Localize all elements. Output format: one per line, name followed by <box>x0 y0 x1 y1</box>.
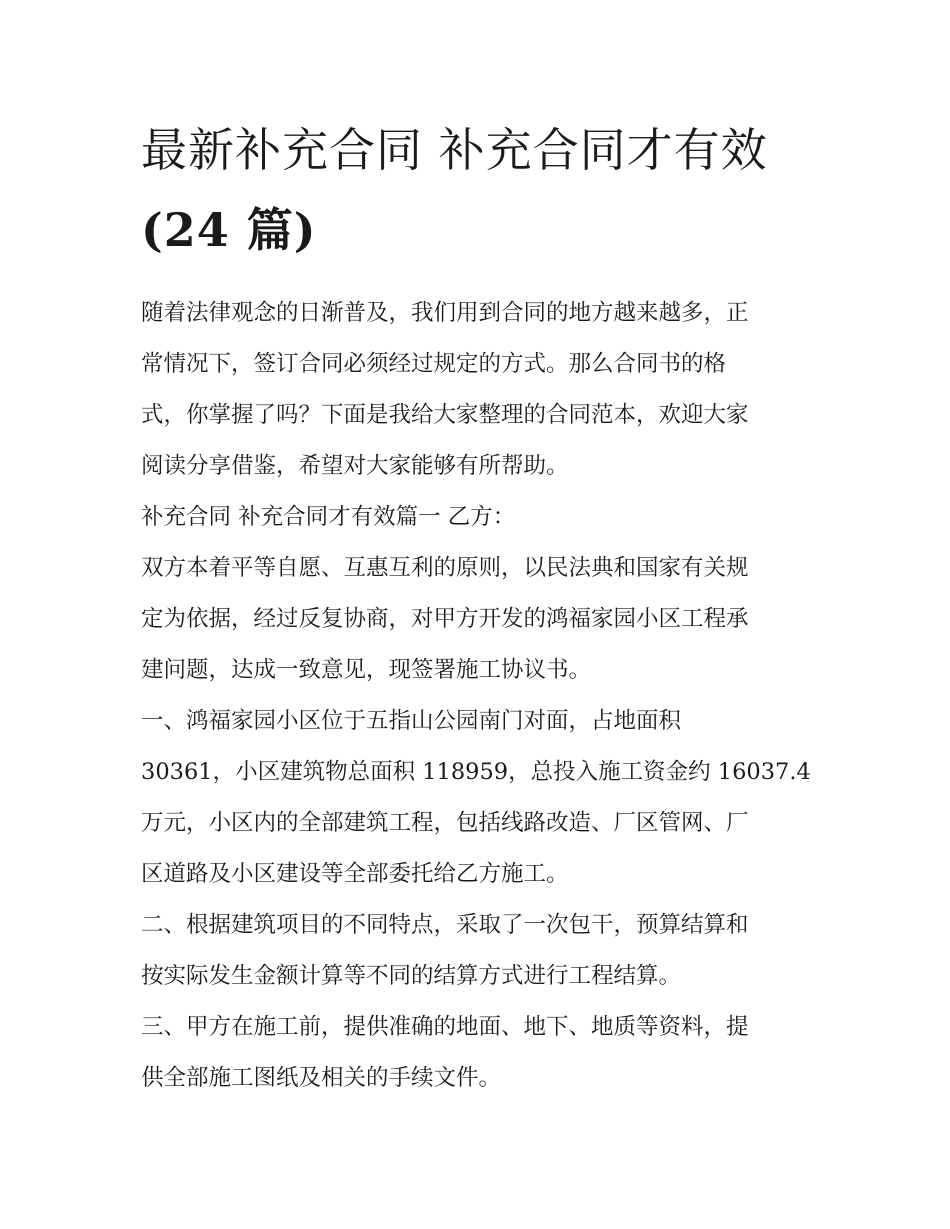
text-line: 阅读分享借鉴，希望对大家能够有所帮助。 <box>141 453 569 479</box>
section-heading-paragraph <box>141 492 821 543</box>
text-line: 30361，小区建筑物总面积 118959，总投入施工资金约 16037.4 <box>141 759 811 785</box>
document-page <box>141 110 821 1104</box>
title-line-2: (24 篇) <box>141 203 317 257</box>
document-body <box>141 288 821 1104</box>
clause-3-paragraph <box>141 1002 821 1104</box>
text-line: 双方本着平等自愿、互惠互利的原则，以民法典和国家有关规 <box>141 555 749 581</box>
text-line: 二、根据建筑项目的不同特点，采取了一次包干，预算结算和 <box>141 912 749 938</box>
principles-paragraph <box>141 543 821 696</box>
text-line: 常情况下，签订合同必须经过规定的方式。那么合同书的格 <box>141 351 727 377</box>
text-line: 式，你掌握了吗？下面是我给大家整理的合同范本，欢迎大家 <box>141 402 749 428</box>
clause-2-paragraph <box>141 900 821 1002</box>
clause-1-paragraph <box>141 696 821 900</box>
text-line: 供全部施工图纸及相关的手续文件。 <box>141 1065 502 1091</box>
document-title <box>141 110 821 270</box>
text-line: 定为依据，经过反复协商，对甲方开发的鸿福家园小区工程承 <box>141 606 749 632</box>
text-line: 三、甲方在施工前，提供准确的地面、地下、地质等资料，提 <box>141 1014 749 1040</box>
text-line: 区道路及小区建设等全部委托给乙方施工。 <box>141 861 569 887</box>
title-line-1: 最新补充合同 补充合同才有效 <box>141 123 768 177</box>
text-line: 按实际发生金额计算等不同的结算方式进行工程结算。 <box>141 963 682 989</box>
intro-paragraph <box>141 288 821 492</box>
text-line: 万元，小区内的全部建筑工程，包括线路改造、厂区管网、厂 <box>141 810 749 836</box>
text-line: 随着法律观念的日渐普及，我们用到合同的地方越来越多，正 <box>141 300 749 326</box>
text-line: 一、鸿福家园小区位于五指山公园南门对面，占地面积 <box>141 708 682 734</box>
text-line: 补充合同 补充合同才有效篇一 乙方： <box>141 504 516 530</box>
text-line: 建问题，达成一致意见，现签署施工协议书。 <box>141 657 592 683</box>
